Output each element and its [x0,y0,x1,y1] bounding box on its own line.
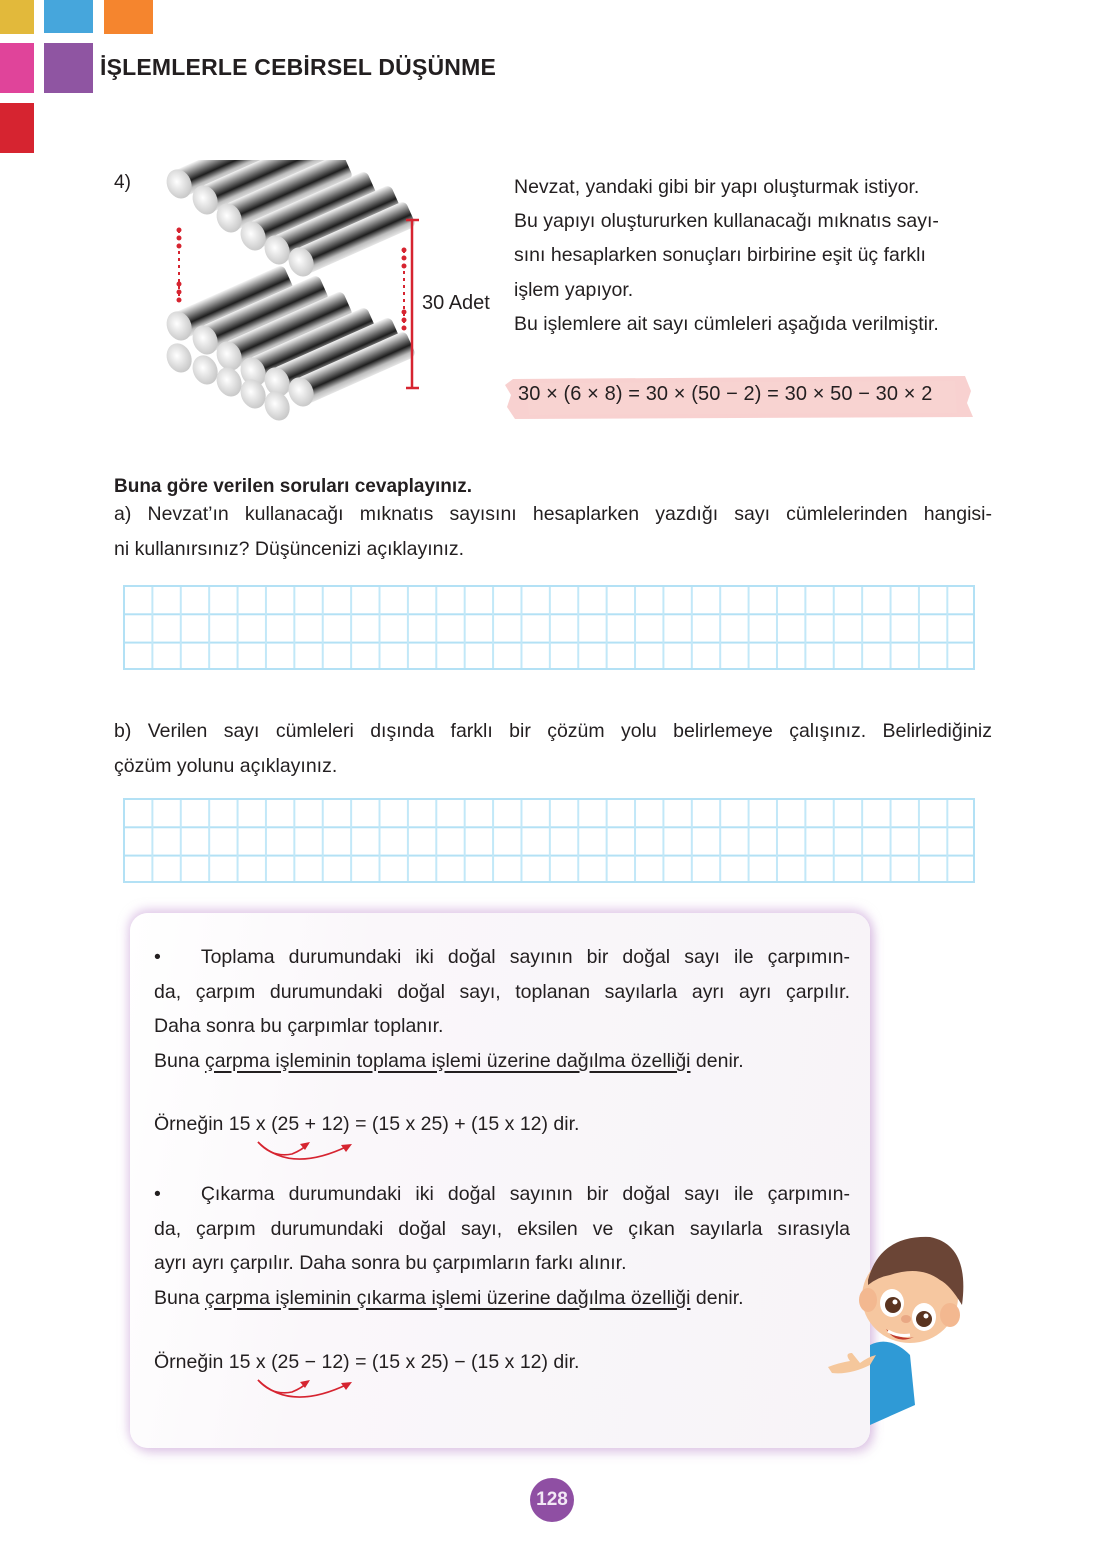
question-part-a [114,497,992,566]
part-a-line: a) Nevzat’ın kullanacağı mıknatıs sayısını hesaplarken yazdığı sayı cümlelerinden hangisi- [114,503,992,525]
rule-line: Daha sonra bu çarpımlar toplanır. [154,1015,444,1037]
rule-line: da, çarpım durumundaki doğal sayı, toplanan sayılarla ayrı ayrı çarpılır. [154,980,850,1003]
distribution-arrows-icon [250,1374,370,1414]
question-number: 4) [114,172,131,193]
page-number-badge: 128 [530,1478,574,1522]
magnet-count-label: 30 Adet [422,292,490,314]
rule-suffix: denir. [690,1049,744,1072]
corner-square-pink [0,43,34,93]
addition-example: Örneğin 15 x (25 + 12) = (15 x 25) + (15 x 12) dir. [154,1113,580,1135]
rule-suffix: denir. [690,1286,744,1309]
rule-line: Çıkarma durumundaki iki doğal sayının bir doğal sayı ile çarpımın- [200,1183,850,1205]
rule-line: ayrı ayrı çarpılır. Daha sonra bu çarpımların farkı alınır. [154,1252,627,1274]
cartoon-boy-illustration [820,1225,970,1425]
rule-prefix: Buna [154,1049,205,1072]
rule-prefix: Buna [154,1286,205,1309]
question-intro [514,170,992,341]
bullet: • [154,1183,161,1205]
distribution-arrows-icon [250,1136,370,1176]
rule-line: Toplama durumundaki iki doğal sayının bir doğal sayı ile çarpımın- [200,946,850,968]
rule-definition [154,1281,850,1316]
bullet: • [154,946,161,968]
answer-grid-b[interactable] [123,798,975,883]
rule-definition [154,1044,850,1079]
part-b-line: b) Verilen sayı cümleleri dışında farklı bir çözüm yolu belirlemeye çalışınız. Belirlediğiniz [114,720,992,742]
chapter-title: İŞLEMLERLE CEBİRSEL DÜŞÜNME [100,54,497,80]
rule-line: da, çarpım durumundaki doğal sayı, eksilen ve çıkan sayılarla sırasıyla [154,1217,850,1240]
answer-grid-a[interactable] [123,585,975,670]
addition-rule [154,940,850,1078]
intro-line: Nevzat, yandaki gibi bir yapı oluşturmak istiyor. [514,176,920,198]
corner-square-purple [44,43,93,93]
corner-square-yellow [0,0,34,34]
intro-line: işlem yapıyor. [514,278,634,301]
subtraction-rule [154,1177,850,1315]
part-a-line: ni kullanırsınız? Düşüncenizi açıklayınız. [114,537,465,560]
intro-line: sını hesaplarken sonuçları birbirine eşit üç farklı [514,244,926,267]
instruction-prompt: Buna göre verilen soruları cevaplayınız. [114,476,472,497]
intro-line: Bu işlemlere ait sayı cümleleri aşağıda verilmiştir. [514,312,939,335]
equation: 30 × (6 × 8) = 30 × (50 − 2) = 30 × 50 − 30 × 2 [518,383,933,405]
property-name: çarpma işleminin çıkarma işlemi üzerine dağılma özelliği [204,1286,691,1309]
question-part-b [114,714,992,783]
intro-line: Bu yapıyı oluştururken kullanacağı mıknatıs sayı- [514,210,939,233]
corner-square-red [0,103,34,153]
corner-square-orange [104,0,153,34]
part-b-line: çözüm yolunu açıklayınız. [114,754,338,777]
subtraction-example: Örneğin 15 x (25 − 12) = (15 x 25) − (15 x 12) dir. [154,1351,580,1373]
property-name: çarpma işleminin toplama işlemi üzerine dağılma özelliği [204,1049,691,1072]
corner-square-blue [44,0,93,33]
